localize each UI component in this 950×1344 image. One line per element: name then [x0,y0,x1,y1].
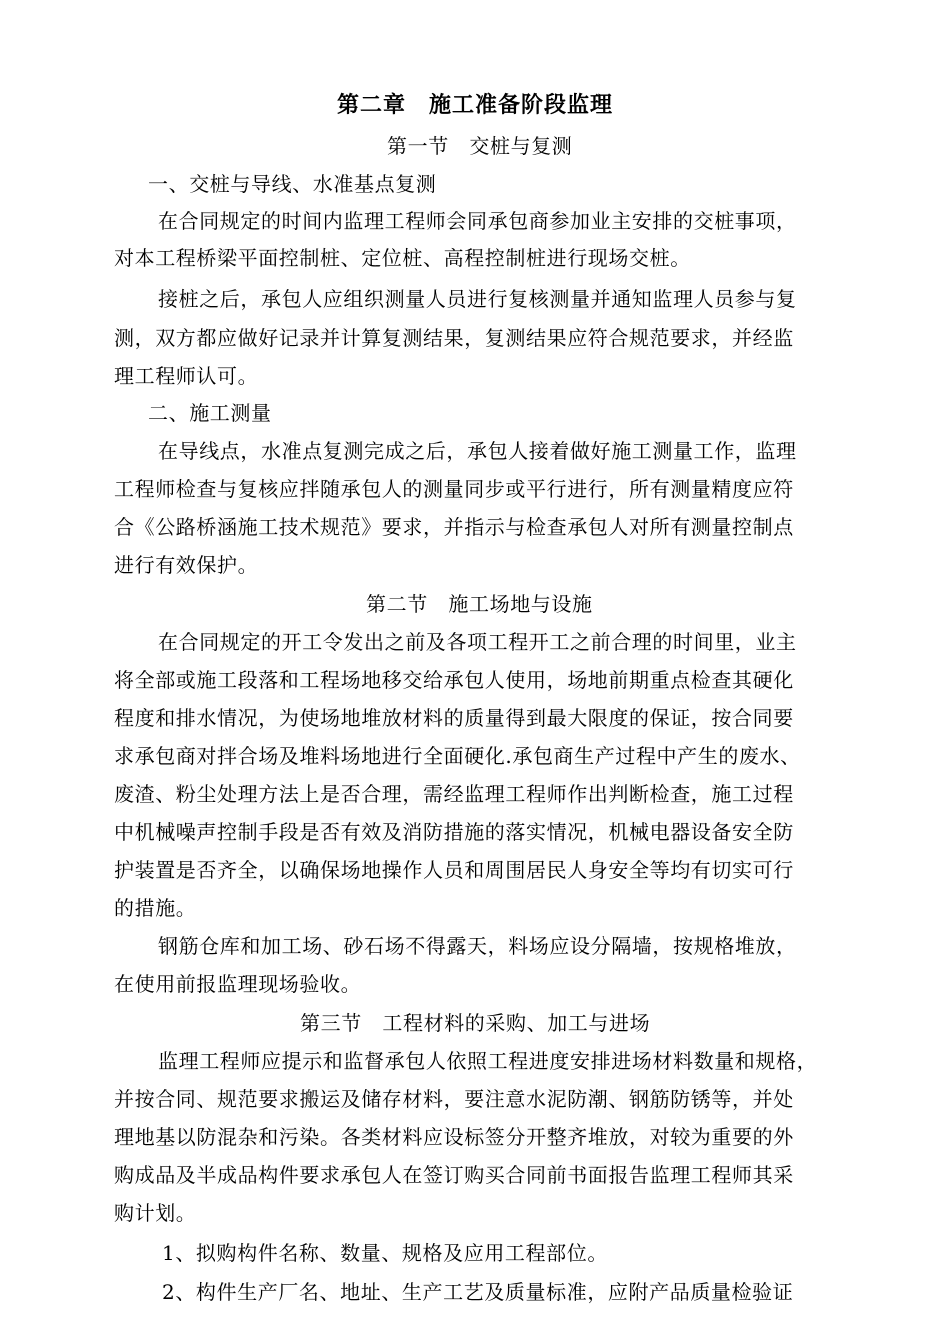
section-title-2: 第二节 施工场地与设施 [366,592,593,616]
paragraph-line: 的措施。 [114,896,197,920]
paragraph-line: 测，双方都应做好记录并计算复测结果，复测结果应符合规范要求，并经监 [114,326,794,350]
paragraph-line: 在导线点，水准点复测完成之后，承包人接着做好施工测量工作，监理 [158,439,797,463]
paragraph-line: 将全部或施工段落和工程场地移交给承包人使用，场地前期重点检查其硬化 [114,668,794,692]
paragraph-line: 废渣、粉尘处理方法上是否合理，需经监理工程师作出判断检查，施工过程 [114,782,794,806]
paragraph-line: 购成品及半成品构件要求承包人在签订购买合同前书面报告监理工程师其采 [114,1163,794,1187]
paragraph-line: 接桩之后，承包人应组织测量人员进行复核测量并通知监理人员参与复 [158,287,797,311]
paragraph-line: 工程师检查与复核应拌随承包人的测量同步或平行进行，所有测量精度应符 [114,477,794,501]
subsection-heading-2: 二、施工测量 [148,401,272,425]
list-item: 1、拟购构件名称、数量、规格及应用工程部位。 [162,1241,608,1265]
paragraph-line: 进行有效保护。 [114,553,259,577]
paragraph-line: 在使用前报监理现场验收。 [114,972,362,996]
list-item: 2、构件生产厂名、地址、生产工艺及质量标准，应附产品质量检验证 [162,1280,794,1304]
section-title-3: 第三节 工程材料的采购、加工与进场 [300,1011,651,1035]
subsection-heading-1: 一、交桩与导线、水准基点复测 [148,172,437,196]
paragraph-line: 求承包商对拌合场及堆料场地进行全面硬化.承包商生产过程中产生的废水、 [114,744,801,768]
paragraph-line: 在合同规定的开工令发出之前及各项工程开工之前合理的时间里，业主 [158,630,797,654]
paragraph-line: 钢筋仓库和加工场、砂石场不得露天，料场应设分隔墙，按规格堆放， [158,934,797,958]
paragraph-line: 在合同规定的时间内监理工程师会同承包商参加业主安排的交桩事项， [158,209,797,233]
chapter-title: 第二章 施工准备阶段监理 [336,92,613,118]
paragraph-line: 监理工程师应提示和监督承包人依照工程进度安排进场材料数量和规格， [158,1049,818,1073]
paragraph-line: 合《公路桥涵施工技术规范》要求，并指示与检查承包人对所有测量控制点 [114,515,794,539]
paragraph-line: 并按合同、规范要求搬运及储存材料，要注意水泥防潮、钢筋防锈等，并处 [114,1087,794,1111]
paragraph-line: 护装置是否齐全，以确保场地操作人员和周围居民人身安全等均有切实可行 [114,858,794,882]
paragraph-line: 理地基以防混杂和污染。各类材料应设标签分开整齐堆放，对较为重要的外 [114,1125,794,1149]
paragraph-line: 对本工程桥梁平面控制桩、定位桩、高程控制桩进行现场交桩。 [114,246,691,270]
paragraph-line: 中机械噪声控制手段是否有效及消防措施的落实情况，机械电器设备安全防 [114,820,794,844]
paragraph-line: 理工程师认可。 [114,364,259,388]
paragraph-line: 购计划。 [114,1201,197,1225]
paragraph-line: 程度和排水情况，为使场地堆放材料的质量得到最大限度的保证，按合同要 [114,706,794,730]
section-title-1: 第一节 交桩与复测 [387,134,573,158]
